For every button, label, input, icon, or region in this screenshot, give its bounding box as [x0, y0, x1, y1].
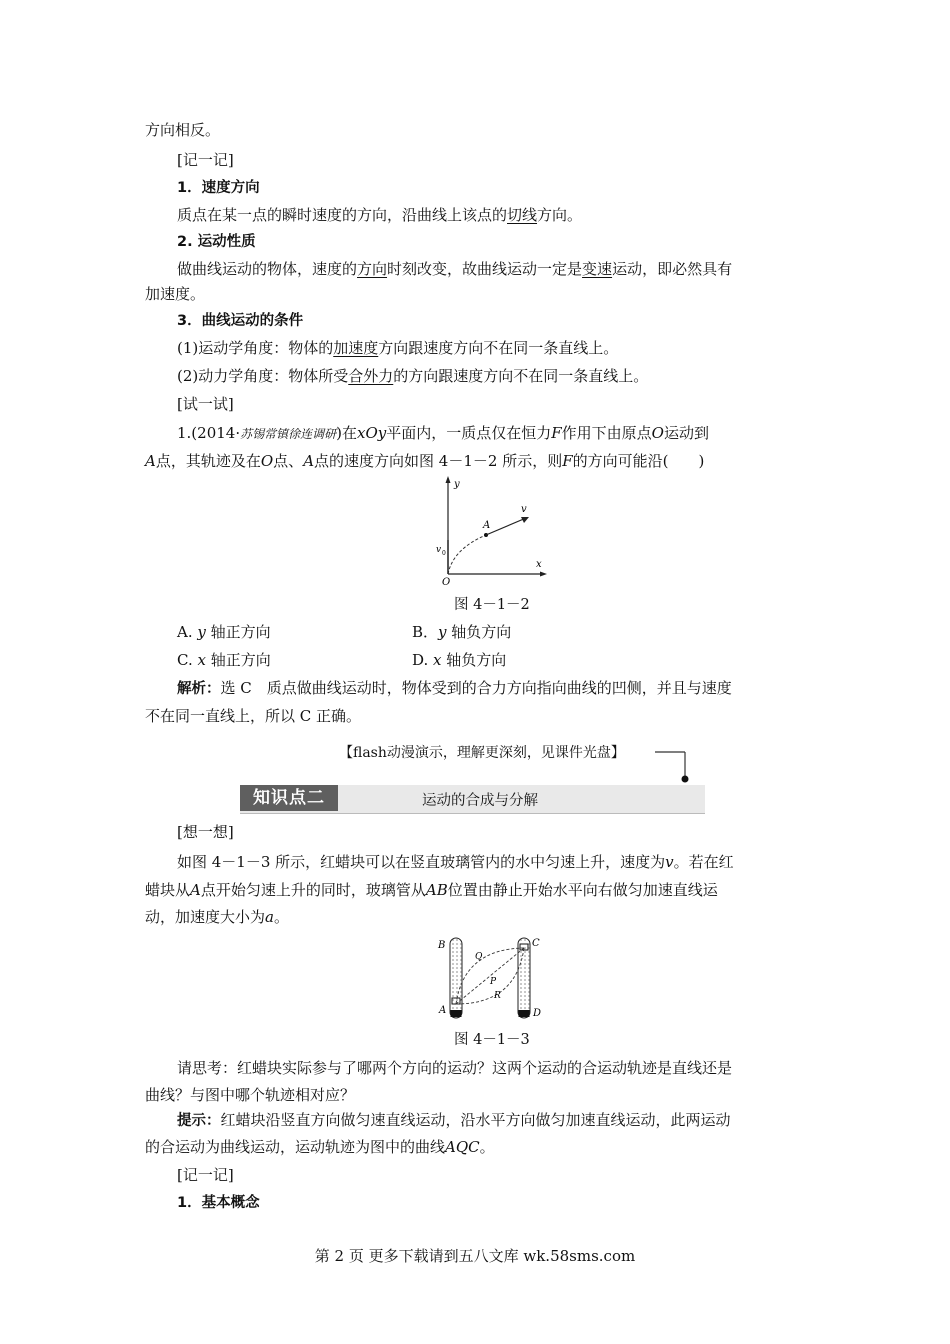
- section-label-try: [试一试]: [177, 395, 234, 413]
- figure-glass-tubes: [436, 934, 548, 1026]
- label-r: R: [494, 991, 501, 1001]
- flash-note: 【flash动漫演示，理解更深刻，见课件光盘】: [339, 745, 625, 761]
- label-a: A: [439, 1005, 447, 1016]
- trajectory-curve: [448, 535, 486, 574]
- paragraph-motion-property-cont: 加速度。: [145, 285, 206, 303]
- label-y: y: [454, 479, 460, 490]
- glass-tube-left: [450, 938, 462, 1018]
- option-a: A. y 轴正方向: [177, 623, 271, 641]
- label-x: x: [536, 559, 542, 570]
- paragraph-velocity-direction: 质点在某一点的瞬时速度的方向，沿曲线上该点的切线方向。: [177, 206, 583, 224]
- label-v0-subscript: 0: [442, 550, 446, 557]
- page-footer: 第 2 页 更多下载请到五八文库 wk.58sms.com: [314, 1247, 636, 1265]
- label-p: P: [490, 977, 497, 987]
- section-label-remember: [记一记]: [177, 151, 234, 169]
- text-line: 方向相反。: [145, 121, 221, 139]
- stopper-right: [519, 1010, 530, 1017]
- think-line-1: 如图 4－1－3 所示，红蜡块可以在竖直玻璃管内的水中匀速上升，速度为v。若在红: [177, 853, 734, 871]
- figure-caption-1: 图 4－1－2: [454, 597, 530, 613]
- trajectory-p: [456, 948, 524, 1004]
- label-d: D: [533, 1008, 542, 1019]
- option-c: C. x 轴正方向: [177, 651, 271, 669]
- think-line-3: 动，加速度大小为a。: [145, 908, 289, 926]
- hint-line-2: 的合运动为曲线运动，运动轨迹为图中的曲线AQC。: [145, 1138, 495, 1156]
- trajectory-r: [456, 948, 524, 1004]
- figure-caption-2: 图 4－1－3: [454, 1032, 530, 1048]
- figure-trajectory: [428, 474, 553, 589]
- y-axis-arrow: [446, 476, 451, 483]
- trajectory-q: [456, 948, 524, 1004]
- option-b: B．y 轴负方向: [412, 623, 512, 641]
- heading-motion-property: 2. 运动性质: [177, 234, 256, 250]
- label-q: Q: [475, 952, 483, 962]
- heading-curve-condition: 3．曲线运动的条件: [177, 313, 304, 329]
- flash-connector: [655, 744, 695, 786]
- label-v0: v: [436, 545, 442, 555]
- label-b: B: [438, 940, 446, 951]
- x-axis-arrow: [540, 572, 547, 577]
- paragraph-motion-property: 做曲线运动的物体，速度的方向时刻改变，故曲线运动一定是变速运动，即必然具有: [177, 260, 733, 278]
- label-a: A: [483, 520, 491, 531]
- ask-line-1: 请思考：红蜡块实际参与了哪两个方向的运动？这两个运动的合运动轨迹是直线还是: [177, 1059, 733, 1077]
- knowledge-point-title: 运动的合成与分解: [422, 793, 538, 809]
- knowledge-point-banner: [240, 785, 705, 813]
- question-line-2: A点，其轨迹及在O点、A点的速度方向如图 4－1－2 所示，则F的方向可能沿( ): [145, 452, 705, 470]
- section-label-remember-2: [记一记]: [177, 1166, 234, 1184]
- heading-velocity-direction: 1．速度方向: [177, 180, 260, 196]
- question-line-1: 1.(2014·苏锡常镇徐连调研)在xOy平面内，一质点仅在恒力F作用下由原点O运动到: [177, 424, 709, 442]
- section-label-think: [想一想]: [177, 823, 234, 841]
- analysis-line-2: 不在同一直线上，所以 C 正确。: [145, 707, 362, 725]
- ask-line-2: 曲线？与图中哪个轨迹相对应？: [145, 1086, 356, 1104]
- knowledge-point-tag: 知识点二: [240, 785, 338, 811]
- label-o: O: [442, 577, 451, 588]
- heading-basic-concepts: 1．基本概念: [177, 1195, 260, 1211]
- stopper-left: [451, 1010, 462, 1017]
- option-d: D. x 轴负方向: [412, 651, 507, 669]
- think-line-2: 蜡块从A点开始匀速上升的同时，玻璃管从AB位置由静止开始水平向右做匀加速直线运: [145, 881, 718, 899]
- velocity-vector: [486, 518, 526, 535]
- label-c: C: [532, 938, 540, 949]
- paragraph-dynamics: (2)动力学角度：物体所受合外力的方向跟速度方向不在同一条直线上。: [177, 367, 649, 385]
- paragraph-kinematics: (1)运动学角度：物体的加速度方向跟速度方向不在同一条直线上。: [177, 339, 619, 357]
- hint-line-1: 提示：红蜡块沿竖直方向做匀速直线运动，沿水平方向做匀加速直线运动，此两运动: [177, 1111, 731, 1129]
- analysis-line-1: 解析：选 C 质点做曲线运动时，物体受到的合力方向指向曲线的凹侧，并且与速度: [177, 679, 732, 697]
- label-v: v: [521, 504, 527, 515]
